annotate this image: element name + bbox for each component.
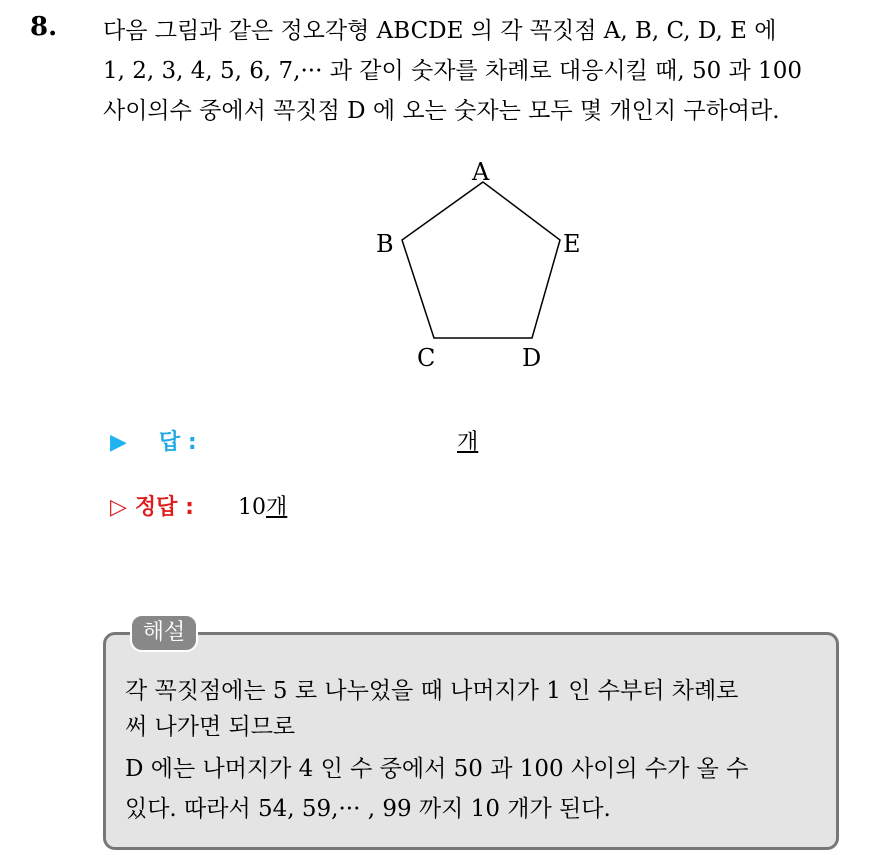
explanation-line-3: D 에는 나머지가 4 인 수 중에서 50 과 100 사이의 수가 올 수	[125, 756, 749, 782]
correct-row	[110, 490, 194, 521]
question-text-line-1: 다음 그림과 같은 정오각형 ABCDE 의 각 꼭짓점 A, B, C, D, E 에	[103, 18, 777, 44]
vertex-label-c: C	[417, 344, 436, 372]
question-number: 8.	[30, 12, 58, 42]
answer-label: 답 :	[158, 430, 197, 455]
answer-row	[110, 425, 197, 456]
explanation-line-2: 써 나가면 되므로	[125, 714, 296, 740]
correct-answer	[238, 490, 287, 521]
vertex-label-b: B	[376, 230, 394, 258]
correct-marker-icon: ▷	[110, 495, 127, 520]
vertex-label-d: D	[522, 344, 542, 372]
vertex-label-a: A	[472, 158, 490, 186]
pentagon-figure	[360, 150, 600, 380]
answer-unit: 개	[457, 430, 479, 455]
correct-value: 10	[238, 495, 266, 520]
pentagon-shape	[402, 182, 560, 338]
question-text-line-3: 사이의수 중에서 꼭짓점 D 에 오는 숫자는 모두 몇 개인지 구하여라.	[103, 98, 780, 124]
correct-label: 정답 :	[134, 495, 194, 520]
correct-unit: 개	[266, 495, 288, 520]
explanation-line-4: 있다. 따라서 54, 59,··· , 99 까지 10 개가 된다.	[125, 796, 611, 822]
question-text-line-2: 1, 2, 3, 4, 5, 6, 7,··· 과 같이 숫자를 차례로 대응시킬 때, 50 과 100	[103, 58, 802, 84]
vertex-label-e: E	[563, 230, 581, 258]
explanation-line-1: 각 꼭짓점에는 5 로 나누었을 때 나머지가 1 인 수부터 차례로	[125, 678, 739, 704]
answer-marker-icon: ▶	[110, 430, 127, 455]
explanation-tab: 해설	[130, 614, 198, 652]
